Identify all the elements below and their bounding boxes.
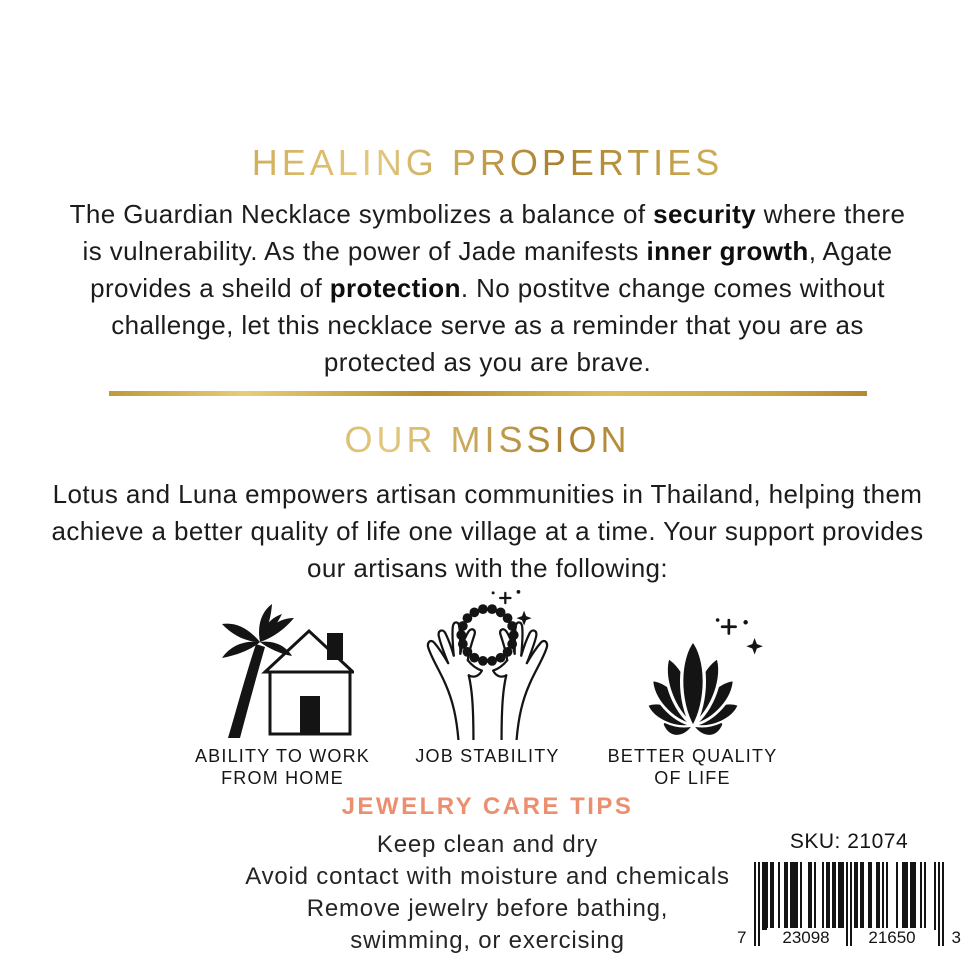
barcode-digit-right: 3 bbox=[951, 928, 961, 947]
barcode-digit-group2: 21650 bbox=[853, 928, 931, 948]
care-tip-line: Keep clean and dry bbox=[376, 831, 599, 858]
palm-house-icon bbox=[212, 600, 354, 740]
sku-label: SKU: 21074 bbox=[789, 830, 909, 853]
gold-divider bbox=[109, 391, 867, 396]
paragraph-text: . No postitve change comes without challenge, let this necklace serve as a reminder that you are as protected as you are brave. bbox=[111, 273, 885, 377]
barcode-digit-left: 7 bbox=[737, 928, 747, 947]
icon-box bbox=[183, 595, 383, 740]
benefit-label-line2: FROM HOME bbox=[221, 768, 344, 788]
barcode bbox=[737, 862, 961, 952]
benefit-label bbox=[388, 745, 588, 767]
jewelry-care-tips-title: JEWELRY CARE TIPS bbox=[341, 793, 634, 820]
bold-security: security bbox=[653, 199, 757, 229]
benefit-job-stability bbox=[388, 595, 588, 767]
bold-inner-growth: inner growth bbox=[646, 236, 809, 266]
bold-protection: protection bbox=[329, 273, 461, 303]
benefit-quality-of-life bbox=[593, 595, 793, 789]
benefit-label bbox=[183, 745, 383, 789]
benefit-label-line1: JOB STABILITY bbox=[415, 746, 560, 766]
barcode-digit-group1: 23098 bbox=[767, 928, 845, 948]
benefit-label-line2: OF LIFE bbox=[654, 768, 731, 788]
benefits-row bbox=[0, 595, 975, 789]
our-mission-title: OUR MISSION bbox=[0, 420, 975, 460]
benefit-label bbox=[593, 745, 793, 789]
mission-paragraph: Lotus and Luna empowers artisan communities in Thailand, helping them achieve a better quality of life one village at a time. Your support provides our artisans with the following: bbox=[51, 479, 924, 583]
hands-bracelet-icon bbox=[417, 590, 558, 740]
lotus-icon bbox=[609, 611, 777, 740]
care-tip-line: swimming, or exercising bbox=[350, 927, 625, 954]
paragraph-text: , Agate provides a sheild of bbox=[90, 236, 893, 303]
benefit-label-line1: BETTER QUALITY bbox=[607, 746, 778, 766]
healing-properties-paragraph bbox=[60, 196, 916, 381]
icon-box bbox=[593, 595, 793, 740]
healing-properties-title: HEALING PROPERTIES bbox=[0, 0, 975, 183]
care-tip-line: Remove jewelry before bathing, bbox=[306, 895, 669, 922]
benefit-work-from-home bbox=[183, 595, 383, 789]
benefit-label-line1: ABILITY TO WORK bbox=[194, 746, 371, 766]
icon-box bbox=[388, 595, 588, 740]
paragraph-text: where there is vulnerability. As the power of Jade manifests bbox=[82, 199, 906, 266]
care-tip-line: Avoid contact with moisture and chemicals bbox=[245, 863, 730, 890]
paragraph-text: The Guardian Necklace symbolizes a balance of bbox=[69, 199, 654, 229]
barcode-block bbox=[737, 830, 961, 952]
